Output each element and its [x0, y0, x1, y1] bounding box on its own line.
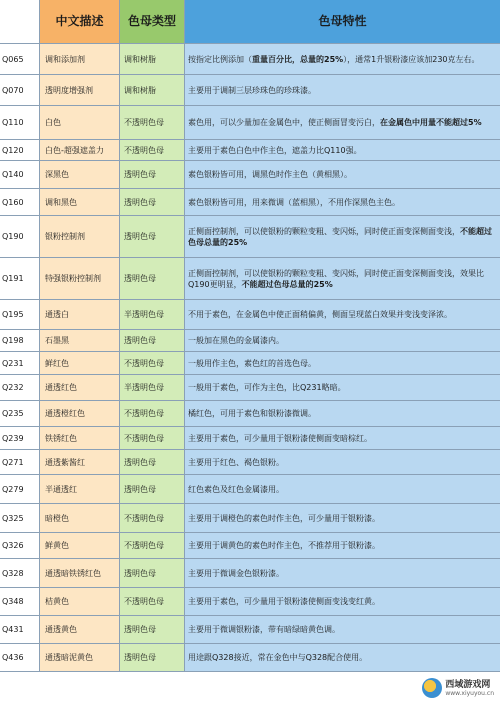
description-text — [188, 197, 400, 208]
description-text — [188, 540, 380, 551]
color-description — [185, 189, 500, 216]
description-text — [188, 268, 496, 290]
description-segment: 一般用作主色，素色红的首选色母。 — [188, 358, 316, 368]
table-row — [0, 352, 500, 375]
color-type: 不透明色母 — [120, 427, 185, 450]
color-type: 不透明色母 — [120, 533, 185, 559]
description-segment: 主要用于调黄色的素色时作主色，不推荐用于银粉漆。 — [188, 541, 380, 550]
color-type: 透明色母 — [120, 161, 185, 189]
table-row — [0, 475, 500, 504]
color-code: Q190 — [0, 216, 40, 258]
color-code: Q191 — [0, 258, 40, 300]
description-segment: 素色银粉皆可用，用来微调（蓝相黑），不用作深黑色主色。 — [188, 197, 400, 207]
description-text — [188, 652, 367, 663]
color-description — [185, 216, 500, 258]
color-code: Q326 — [0, 533, 40, 559]
color-description — [185, 330, 500, 352]
color-name: 特强银粉控制剂 — [40, 258, 120, 300]
description-text — [188, 596, 380, 607]
color-type: 不透明色母 — [120, 352, 185, 375]
description-segment: 主要用于微调银粉漆，带有暗绿暗黄色调。 — [188, 625, 340, 634]
color-code: Q120 — [0, 140, 40, 161]
color-name: 铁锈红色 — [40, 427, 120, 450]
color-name: 白色-超强遮盖力 — [40, 140, 120, 161]
description-segment: 主要用于调橙色的素色时作主色，可少量用于银粉漆。 — [188, 513, 380, 523]
color-code: Q231 — [0, 352, 40, 375]
description-text — [188, 85, 316, 96]
table-row — [0, 258, 500, 300]
color-type: 透明色母 — [120, 216, 185, 258]
color-name: 通透紫酱红 — [40, 450, 120, 475]
table-row — [0, 375, 500, 401]
color-description — [185, 401, 500, 427]
description-segment: 素色银粉皆可用，调黑色时作主色（黄相黑）。 — [188, 170, 352, 179]
site-watermark — [419, 677, 497, 699]
description-emphasis: 重量百分比，总量的25% — [252, 54, 344, 64]
description-text — [188, 226, 496, 248]
description-text — [188, 624, 340, 635]
color-type: 透明色母 — [120, 616, 185, 644]
color-type: 透明色母 — [120, 189, 185, 216]
color-code: Q436 — [0, 644, 40, 672]
color-code: Q065 — [0, 44, 40, 75]
table-row — [0, 401, 500, 427]
description-segment: 按指定比例添加（ — [188, 54, 252, 64]
color-code: Q160 — [0, 189, 40, 216]
description-segment: 正侧面控制剂，可以使银粉的颗粒变粗、变闪烁，同时使正面变深侧面变浅，效果比Q190更明显， — [188, 268, 484, 289]
color-description — [185, 106, 500, 140]
color-code: Q328 — [0, 559, 40, 588]
color-type: 透明色母 — [120, 475, 185, 504]
color-type: 不透明色母 — [120, 588, 185, 616]
color-code: Q235 — [0, 401, 40, 427]
color-code: Q239 — [0, 427, 40, 450]
table-row — [0, 75, 500, 106]
color-name: 通透橙红色 — [40, 401, 120, 427]
table-row — [0, 450, 500, 475]
color-name: 石墨黑 — [40, 330, 120, 352]
color-code: Q195 — [0, 300, 40, 330]
color-name: 白色 — [40, 106, 120, 140]
color-name: 通透暗铁锈红色 — [40, 559, 120, 588]
color-name: 通透暗泥黄色 — [40, 644, 120, 672]
table-row — [0, 161, 500, 189]
color-code: Q431 — [0, 616, 40, 644]
description-segment: 一般用于素色，可作为主色，比Q231略暗。 — [188, 383, 346, 392]
color-name: 鲜黄色 — [40, 533, 120, 559]
color-description — [185, 75, 500, 106]
table-row — [0, 616, 500, 644]
description-text — [188, 457, 284, 468]
color-type: 调和树脂 — [120, 44, 185, 75]
table-row — [0, 644, 500, 672]
color-code: Q325 — [0, 504, 40, 533]
color-type: 透明色母 — [120, 450, 185, 475]
color-type: 透明色母 — [120, 644, 185, 672]
color-code: Q070 — [0, 75, 40, 106]
header-code — [0, 0, 40, 44]
description-segment: 主要用于调制三层珍珠色的珍珠漆。 — [188, 85, 316, 95]
description-text — [188, 117, 482, 128]
color-description — [185, 300, 500, 330]
color-name: 透明度增强剂 — [40, 75, 120, 106]
color-code: Q140 — [0, 161, 40, 189]
color-description — [185, 588, 500, 616]
description-emphasis: 不能超过色母总量的25% — [241, 279, 333, 289]
color-name: 银粉控制剂 — [40, 216, 120, 258]
description-text — [188, 145, 362, 156]
color-type: 透明色母 — [120, 258, 185, 300]
color-name: 鲜红色 — [40, 352, 120, 375]
color-name: 桔黄色 — [40, 588, 120, 616]
color-name: 通透黄色 — [40, 616, 120, 644]
color-type: 调和树脂 — [120, 75, 185, 106]
header-name: 中文描述 — [40, 0, 120, 44]
description-segment: 用途跟Q328接近，常在金色中与Q328配合使用。 — [188, 653, 368, 662]
table-header — [0, 0, 500, 44]
color-description — [185, 504, 500, 533]
table-row — [0, 106, 500, 140]
color-description — [185, 258, 500, 300]
table-row — [0, 533, 500, 559]
description-text — [188, 169, 352, 180]
color-code: Q348 — [0, 588, 40, 616]
table-row — [0, 44, 500, 75]
description-segment: 一般加在黑色的金属漆内。 — [188, 336, 284, 345]
color-description — [185, 450, 500, 475]
description-emphasis: 不能超过色母总量的25% — [188, 226, 492, 247]
description-segment: 主要用于红色、褐色银粉。 — [188, 457, 284, 467]
color-name: 半通透红 — [40, 475, 120, 504]
color-code: Q232 — [0, 375, 40, 401]
table-row — [0, 300, 500, 330]
table-row — [0, 504, 500, 533]
table-row — [0, 588, 500, 616]
color-type: 半透明色母 — [120, 300, 185, 330]
watermark-url: www.xiyuyou.cn — [445, 689, 494, 697]
description-text — [188, 54, 480, 65]
description-segment: 正侧面控制剂，可以使银粉的颗粒变粗、变闪烁，同时使正面变深侧面变浅， — [188, 226, 460, 236]
color-type: 不透明色母 — [120, 140, 185, 161]
color-description — [185, 161, 500, 189]
description-text — [188, 335, 284, 346]
table-row — [0, 559, 500, 588]
description-segment: 主要用于素色，可少量用于银粉漆使侧面变浅变红黄。 — [188, 597, 380, 606]
site-logo-icon — [422, 678, 442, 698]
table-row — [0, 189, 500, 216]
color-description — [185, 352, 500, 375]
color-type: 不透明色母 — [120, 401, 185, 427]
color-name: 深黑色 — [40, 161, 120, 189]
color-description — [185, 375, 500, 401]
color-description — [185, 533, 500, 559]
color-type: 不透明色母 — [120, 106, 185, 140]
description-segment: 主要用于素色，可少量用于银粉漆使侧面变暗棕红。 — [188, 433, 372, 443]
color-description — [185, 475, 500, 504]
table-row — [0, 330, 500, 352]
description-text — [188, 309, 452, 320]
description-segment: 主要用于微调金色银粉漆。 — [188, 568, 284, 578]
description-text — [188, 513, 380, 524]
description-segment: 橘红色，可用于素色和银粉漆微调。 — [188, 409, 316, 418]
color-description — [185, 140, 500, 161]
table-row — [0, 216, 500, 258]
color-name: 调和添加剂 — [40, 44, 120, 75]
color-code: Q110 — [0, 106, 40, 140]
description-segment: 不用于素色，在金属色中使正面稍偏黄，侧面呈现蓝白效果并变浅变泽浓。 — [188, 310, 452, 319]
color-description — [185, 616, 500, 644]
color-description — [185, 644, 500, 672]
header-desc: 色母特性 — [185, 0, 500, 44]
table-row — [0, 140, 500, 161]
color-type: 透明色母 — [120, 559, 185, 588]
header-type: 色母类型 — [120, 0, 185, 44]
color-type: 不透明色母 — [120, 504, 185, 533]
color-code: Q198 — [0, 330, 40, 352]
description-text — [188, 358, 316, 369]
color-code: Q279 — [0, 475, 40, 504]
color-type: 半透明色母 — [120, 375, 185, 401]
color-name: 通透白 — [40, 300, 120, 330]
description-segment: 红色素色及红色金属漆用。 — [188, 484, 284, 494]
table-row — [0, 427, 500, 450]
description-text — [188, 408, 316, 419]
color-name: 暗橙色 — [40, 504, 120, 533]
color-description — [185, 427, 500, 450]
description-segment: 素色用，可以少量加在金属色中，使正侧面冒变污白， — [188, 118, 380, 127]
color-type: 透明色母 — [120, 330, 185, 352]
watermark-text: 西域游戏网 — [445, 679, 491, 690]
color-description — [185, 559, 500, 588]
description-text — [188, 484, 284, 495]
description-emphasis: 在金属色中用量不能超过5% — [380, 118, 482, 127]
description-segment: 主要用于素色白色中作主色，遮盖力比Q110强。 — [188, 145, 362, 155]
color-description — [185, 44, 500, 75]
description-text — [188, 433, 372, 444]
description-segment: ），通常1升银粉漆应该加230克左右。 — [343, 54, 480, 64]
color-name: 通透红色 — [40, 375, 120, 401]
description-text — [188, 382, 346, 393]
color-name: 调和黑色 — [40, 189, 120, 216]
description-text — [188, 568, 284, 579]
color-code: Q271 — [0, 450, 40, 475]
